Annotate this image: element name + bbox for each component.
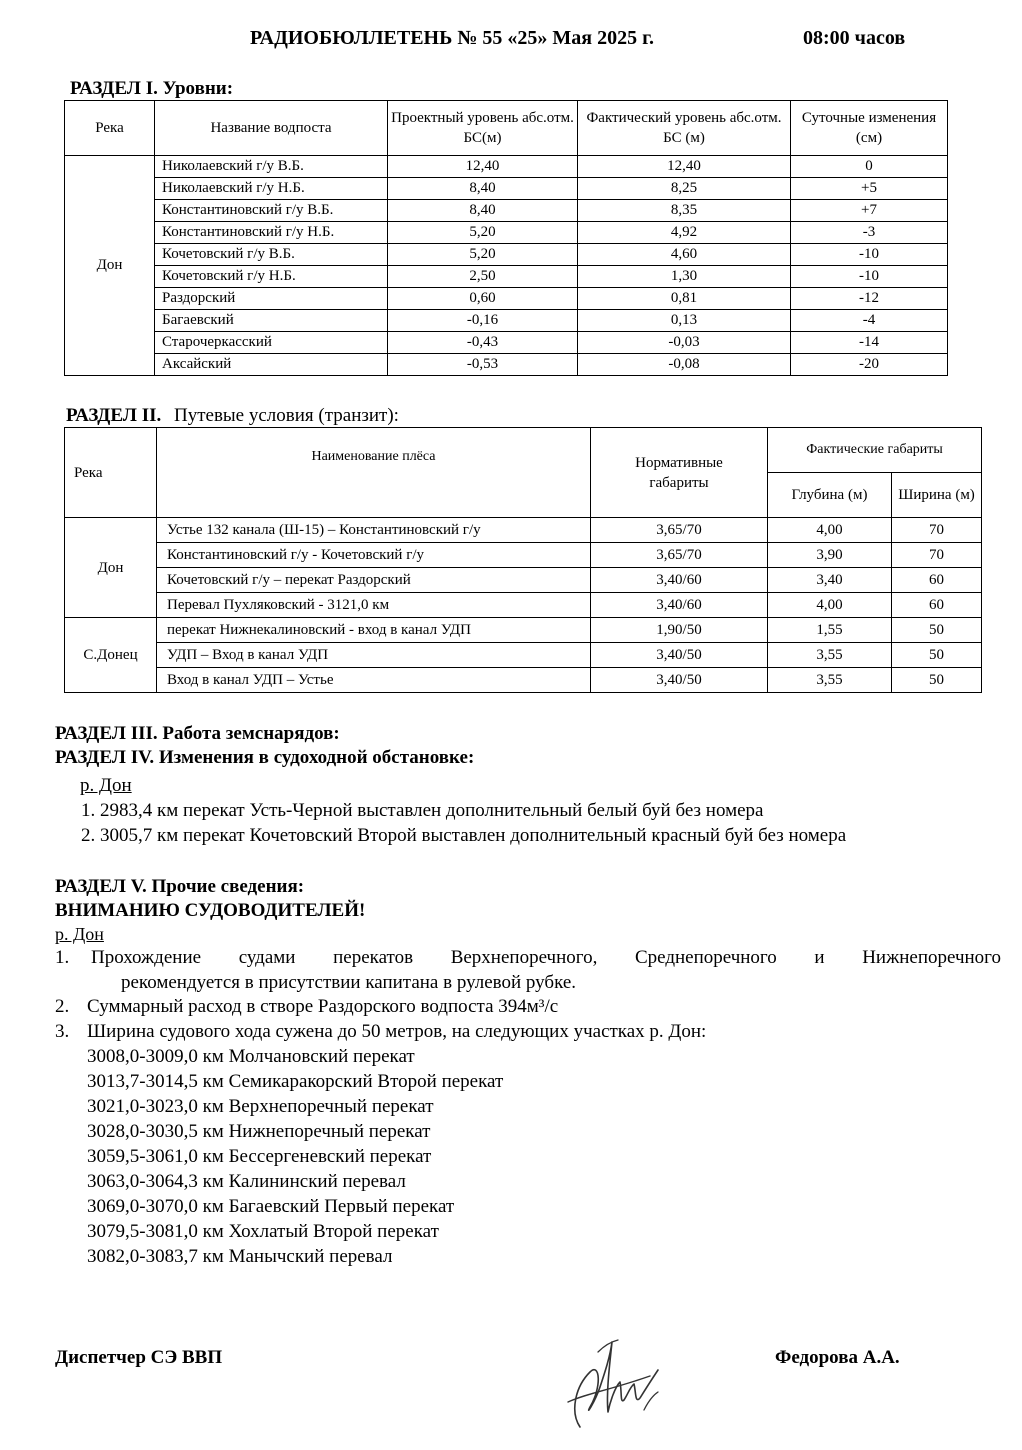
col-width: Ширина (м) [892, 473, 982, 518]
narrowed-segment: 3082,0-3083,7 км Манычский перевал [87, 1246, 393, 1267]
station-name: Старочеркасский [155, 332, 388, 354]
project-level: -0,53 [388, 354, 578, 376]
daily-change: -4 [791, 310, 948, 332]
level-row [65, 222, 948, 244]
bulletin-title: РАДИОБЮЛЛЕТЕНЬ № 55 «25» Мая 2025 г. [250, 27, 654, 49]
fact-depth: 4,00 [768, 593, 892, 618]
fact-level: -0,08 [578, 354, 791, 376]
daily-change: -12 [791, 288, 948, 310]
project-level: 0,60 [388, 288, 578, 310]
item-2-text: Суммарный расход в створе Раздорского водпоста 394м³/с [87, 996, 559, 1017]
norm-dimensions: 3,65/70 [591, 518, 768, 543]
project-level: 2,50 [388, 266, 578, 288]
norm-dimensions: 3,40/50 [591, 643, 768, 668]
narrowed-segments-list [87, 1046, 503, 1271]
fact-level: 1,30 [578, 266, 791, 288]
station-name: Кочетовский г/у Н.Б. [155, 266, 388, 288]
reach-name: перекат Нижнекалиновский - вход в канал УДП [157, 618, 591, 643]
project-level: 12,40 [388, 156, 578, 178]
col-reach-name: Наименование плёса [157, 428, 591, 518]
station-name: Константиновский г/у Н.Б. [155, 222, 388, 244]
norm-dimensions: 3,40/60 [591, 568, 768, 593]
col-river: Река [65, 101, 155, 156]
level-row [65, 200, 948, 222]
level-row [65, 288, 948, 310]
reach-name: Устье 132 канала (Ш-15) – Константиновский г/у [157, 518, 591, 543]
fact-level: 4,60 [578, 244, 791, 266]
item-1-line-2: рекомендуется в присутствии капитана в рулевой рубке. [121, 972, 577, 993]
fact-width: 60 [892, 593, 982, 618]
daily-change: +5 [791, 178, 948, 200]
reach-name: УДП – Вход в канал УДП [157, 643, 591, 668]
station-name: Николаевский г/у В.Б. [155, 156, 388, 178]
project-level: -0,16 [388, 310, 578, 332]
section2-title-bold: РАЗДЕЛ II. [66, 405, 162, 426]
norm-dimensions: 3,40/50 [591, 668, 768, 693]
transit-header-row [65, 428, 982, 473]
section1-title: РАЗДЕЛ I. Уровни: [70, 78, 234, 99]
level-row [65, 354, 948, 376]
bulletin-time: 08:00 часов [803, 27, 906, 49]
fact-depth: 3,55 [768, 643, 892, 668]
col-fact-level: Фактический уровень абс.отм. БС (м) [578, 101, 791, 156]
fact-width: 70 [892, 518, 982, 543]
transit-row [65, 543, 982, 568]
river-name: Дон [65, 518, 157, 618]
fact-depth: 1,55 [768, 618, 892, 643]
col-project-level: Проектный уровень абс.отм. БС(м) [388, 101, 578, 156]
section5-title: РАЗДЕЛ V. Прочие сведения: [55, 876, 305, 897]
section2-title-rest: Путевые условия (транзит): [173, 405, 399, 426]
level-row [65, 310, 948, 332]
section4-title: РАЗДЕЛ IV. Изменения в судоходной обстановке: [55, 747, 475, 768]
fact-depth: 4,00 [768, 518, 892, 543]
levels-table [64, 100, 948, 376]
transit-row [65, 593, 982, 618]
daily-change: -20 [791, 354, 948, 376]
fact-width: 50 [892, 618, 982, 643]
transit-row [65, 618, 982, 643]
col-river: Река [65, 428, 157, 518]
station-name: Кочетовский г/у В.Б. [155, 244, 388, 266]
reach-name: Кочетовский г/у – перекат Раздорский [157, 568, 591, 593]
col-daily-change: Суточные изменения (см) [791, 101, 948, 156]
narrowed-segment: 3079,5-3081,0 км Хохлатый Второй перекат [87, 1221, 439, 1242]
transit-table [64, 427, 982, 693]
fact-level: -0,03 [578, 332, 791, 354]
narrowed-segment: 3063,0-3064,3 км Калининский перевал [87, 1171, 406, 1192]
section4-river: р. Дон [80, 775, 132, 796]
project-level: 8,40 [388, 200, 578, 222]
section4-item-1: 1. 2983,4 км перекат Усть-Черной выставлен дополнительный белый буй без номера [81, 800, 764, 821]
daily-change: +7 [791, 200, 948, 222]
transit-row [65, 643, 982, 668]
fact-depth: 3,40 [768, 568, 892, 593]
fact-depth: 3,55 [768, 668, 892, 693]
item-2-number: 2. [55, 996, 70, 1017]
reach-name: Вход в канал УДП – Устье [157, 668, 591, 693]
narrowed-segment: 3028,0-3030,5 км Нижнепоречный перекат [87, 1121, 431, 1142]
dispatcher-label: Диспетчер СЭ ВВП [55, 1347, 223, 1368]
col-norm-dimensions: Нормативные габариты [591, 428, 768, 518]
project-level: 5,20 [388, 222, 578, 244]
daily-change: -14 [791, 332, 948, 354]
narrowed-segment: 3021,0-3023,0 км Верхнепоречный перекат [87, 1096, 434, 1117]
attention-heading: ВНИМАНИЮ СУДОВОДИТЕЛЕЙ! [55, 900, 366, 921]
col-fact-dimensions: Фактические габариты [768, 428, 982, 473]
section2-title [66, 405, 399, 427]
level-row [65, 156, 948, 178]
level-row [65, 332, 948, 354]
daily-change: 0 [791, 156, 948, 178]
fact-level: 0,81 [578, 288, 791, 310]
col-station: Название водпоста [155, 101, 388, 156]
fact-depth: 3,90 [768, 543, 892, 568]
river-name: Дон [65, 156, 155, 376]
norm-dimensions: 1,90/50 [591, 618, 768, 643]
fact-level: 4,92 [578, 222, 791, 244]
station-name: Николаевский г/у Н.Б. [155, 178, 388, 200]
level-row [65, 266, 948, 288]
narrowed-segment: 3013,7-3014,5 км Семикаракорский Второй перекат [87, 1071, 504, 1092]
fact-width: 70 [892, 543, 982, 568]
project-level: -0,43 [388, 332, 578, 354]
section5-river: р. Дон [55, 924, 104, 944]
level-row [65, 244, 948, 266]
narrowed-segment: 3008,0-3009,0 км Молчановский перекат [87, 1046, 415, 1067]
section3-title: РАЗДЕЛ III. Работа земснарядов: [55, 723, 340, 744]
station-name: Багаевский [155, 310, 388, 332]
reach-name: Константиновский г/у - Кочетовский г/у [157, 543, 591, 568]
item-3-text: Ширина судового хода сужена до 50 метров, на следующих участках р. Дон: [87, 1021, 707, 1042]
norm-dimensions: 3,40/60 [591, 593, 768, 618]
project-level: 8,40 [388, 178, 578, 200]
transit-row [65, 668, 982, 693]
levels-header-row [65, 101, 948, 156]
reach-name: Перевал Пухляковский - 3121,0 км [157, 593, 591, 618]
col-depth: Глубина (м) [768, 473, 892, 518]
signature-image [540, 1332, 670, 1432]
fact-width: 50 [892, 668, 982, 693]
narrowed-segment: 3059,5-3061,0 км Бессергеневский перекат [87, 1146, 432, 1167]
item-3-number: 3. [55, 1021, 70, 1042]
narrowed-segment: 3069,0-3070,0 км Багаевский Первый перекат [87, 1196, 455, 1217]
station-name: Аксайский [155, 354, 388, 376]
fact-level: 0,13 [578, 310, 791, 332]
station-name: Раздорский [155, 288, 388, 310]
river-name: С.Донец [65, 618, 157, 693]
item-1-line-1: Прохождение судами перекатов Верхнепоречного, Среднепоречного и Нижнепоречного [91, 947, 1001, 968]
dispatcher-name: Федорова А.А. [775, 1347, 900, 1368]
transit-row [65, 518, 982, 543]
fact-level: 12,40 [578, 156, 791, 178]
daily-change: -10 [791, 266, 948, 288]
fact-level: 8,25 [578, 178, 791, 200]
daily-change: -10 [791, 244, 948, 266]
section4-item-2: 2. 3005,7 км перекат Кочетовский Второй выставлен дополнительный красный буй без номера [81, 825, 847, 846]
fact-width: 60 [892, 568, 982, 593]
level-row [65, 178, 948, 200]
project-level: 5,20 [388, 244, 578, 266]
fact-width: 50 [892, 643, 982, 668]
transit-row [65, 568, 982, 593]
norm-dimensions: 3,65/70 [591, 543, 768, 568]
station-name: Константиновский г/у В.Б. [155, 200, 388, 222]
daily-change: -3 [791, 222, 948, 244]
fact-level: 8,35 [578, 200, 791, 222]
item-1-number: 1. [55, 947, 70, 968]
